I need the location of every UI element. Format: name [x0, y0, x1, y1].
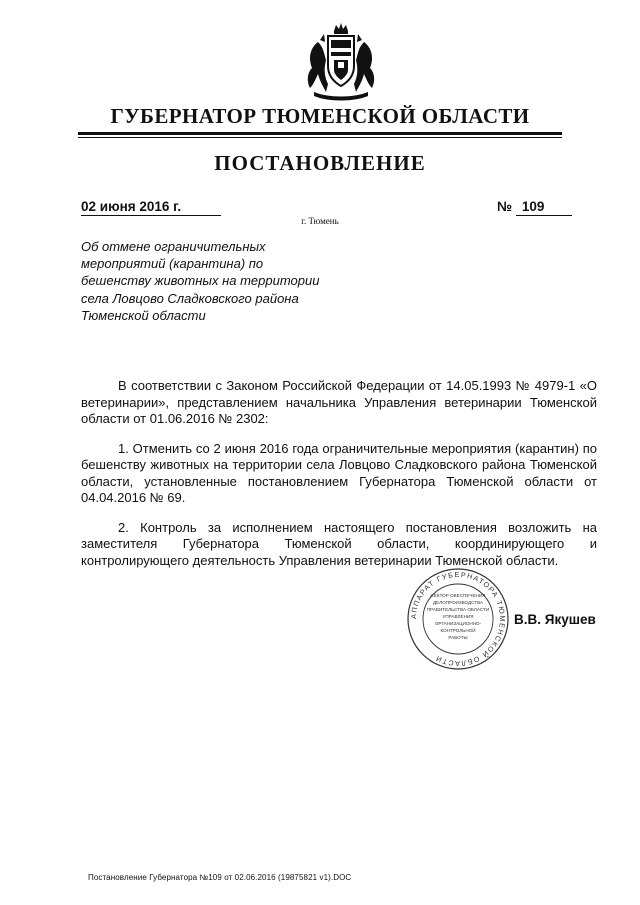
header-rule-thin	[78, 137, 562, 138]
document-number	[497, 199, 572, 216]
number-sign: №	[497, 199, 513, 214]
stamp-center-line: РАБОТЫ	[448, 635, 468, 640]
subject-line: Тюменской области	[81, 307, 206, 323]
preamble-paragraph: В соответствии с Законом Российской Федерации от 14.05.1993 № 4979-1 «О ветеринарии», представлением начальника Управления ветеринарии Тюменской области от 01.06.2016 № 2302:	[81, 378, 597, 426]
document-subject	[81, 238, 320, 324]
subject-line: бешенству животных на территории	[81, 273, 320, 289]
document-body	[81, 378, 597, 579]
stamp-center-line: СЕКТОР ОБЕСПЕЧЕНИЯ	[430, 593, 486, 598]
header-rule-thick	[78, 132, 562, 135]
stamp-ring-text: АППАРАТ ГУБЕРНАТОРА ТЮМЕНСКОЙ ОБЛАСТИ	[408, 569, 508, 669]
stamp-center-line: УПРАВЛЕНИЯ	[442, 614, 474, 619]
official-stamp	[406, 567, 510, 671]
document-date: 02 июня 2016 г.	[81, 199, 221, 216]
subject-line: Об отмене ограничительных	[81, 239, 266, 254]
svg-text:АППАРАТ ГУБЕРНАТОРА ТЮМЕНСКОЙ	[409, 570, 507, 668]
issuer-title: ГУБЕРНАТОР ТЮМЕНСКОЙ ОБЛАСТИ	[110, 104, 530, 128]
item-1-paragraph: 1. Отменить со 2 июня 2016 года ограничительные мероприятия (карантин) по бешенству животных на территории села Ловцово Сладковского района Тюменской области, установленные постановлением Губернатора Тюменской области от 04.04.2016 № 69.	[81, 440, 597, 505]
number-value: 109	[516, 199, 572, 216]
stamp-center-line: КОНТРОЛЬНОЙ	[440, 628, 476, 633]
stamp-center-line: ДЕЛОПРОИЗВОДСТВА	[432, 600, 484, 605]
coat-of-arms-emblem	[298, 22, 384, 102]
city-label: г. Тюмень	[301, 216, 339, 226]
stamp-center-line: ПРАВИТЕЛЬСТВА ОБЛАСТИ	[426, 607, 490, 612]
stamp-center-line: ОРГАНИЗАЦИОННО-	[434, 621, 482, 626]
signatory-name: В.В. Якушев	[514, 612, 596, 627]
subject-line: мероприятий (карантина) по	[81, 256, 264, 272]
subject-line: села Ловцово Сладковского района	[81, 290, 299, 306]
item-2-paragraph: 2. Контроль за исполнением настоящего постановления возложить на заместителя Губернатора Тюменской области, координирующего и контролирующего деятельность Управления ветеринарии Тюменской области.	[81, 519, 597, 568]
document-type-title: ПОСТАНОВЛЕНИЕ	[214, 151, 426, 175]
file-footer: Постановление Губернатора №109 от 02.06.2016 (19875821 v1).DOC	[88, 873, 352, 882]
